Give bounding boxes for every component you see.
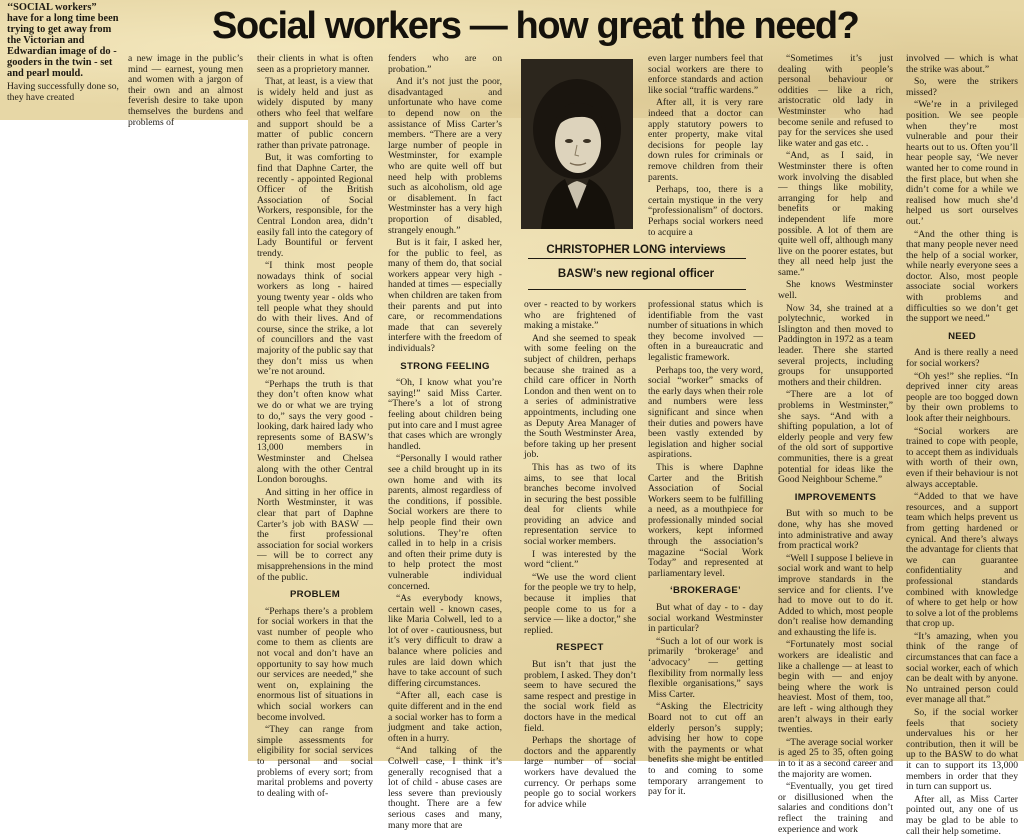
- paragraph: fenders who are on probation.”: [388, 53, 502, 75]
- subhead-strong-feeling: STRONG FEELING: [400, 360, 490, 372]
- paragraph: “They can range from simple assessments for eligibility for social services to personal and social problems of every sort; from marital problems and poverty to dealing with of-: [257, 724, 373, 799]
- paragraph: “Oh yes!” she replies. “In deprived inner city areas people are too bogged down by their own problems to look after their neighbours.: [906, 370, 1018, 424]
- paragraph: But with so much to be done, why has she moved into administrative and away from practical work?: [778, 508, 893, 552]
- paragraph: “Fortunately most social workers are idealistic and like a challenge — at least to begin with — and enjoy being where the work is heaviest. Most of them, too, are left - wing although they aren’t always in their early twenties.: [778, 639, 893, 736]
- byline-author: CHRISTOPHER LONG interviews: [546, 244, 726, 256]
- byline-rule-top: [528, 258, 746, 259]
- paragraph: But what of day - to - day social workand Westminster in particular?: [648, 602, 763, 635]
- paragraph: And is there really a need for social workers?: [906, 347, 1018, 370]
- paragraph: “Social workers are trained to cope with people, to accept them as individuals with worth of their own, even if their behaviour is not always acceptable.: [906, 425, 1018, 490]
- paragraph: “We’re in a privileged position. We see people when they’re most vulnerable and pour their hearts out to us. Often you’ll hear people say, ‘We never wanted her to come round in the first place, but when she didn’t come for a while we realised how much she’d helped us sort ourselves out.’: [906, 99, 1018, 227]
- paragraph: And she seemed to speak with some feeling on the subject of children, perhaps because she trained as a child care officer in North London and then went on to a series of administrative appointments, including one as Deputy Area Manager of the South Westminster Area, before taking up her present job.: [524, 332, 636, 461]
- column-6-top: [648, 53, 763, 238]
- paragraph: Perhaps, too, there is a certain mystique in the very “professionalism” of doctors. Perhaps social workers need to acquire a: [648, 184, 763, 238]
- subhead-improvements: IMPROVEMENTS: [794, 491, 877, 503]
- paragraph: That, at least, is a view that is widely held and just as widely disputed by many others who feel that welfare and support should be a matter of public concern rather than private patronage.: [257, 76, 373, 151]
- intro-paragraph: ‘‘SOCIAL workers” have for a long time been trying to get away from the Victorian and Edwardian image of do - gooders in the twin - set and pearl mould.: [7, 2, 119, 79]
- headline: Social workers — how great the need?: [212, 5, 859, 47]
- paragraph: Perhaps the shortage of doctors and the apparently large number of social workers have devalued the currency. Or perhaps some people go to social workers for advice while: [524, 735, 636, 810]
- paragraph: “Personally I would rather see a child brought up in its own home and with its parents, almost regardless of the conditions, if possible. Social workers are there to help people find their own solutions. They’re often called in to help in a crisis and often their prime duty is to help protect the most vulnerable individual concerned.: [388, 453, 502, 592]
- column-6: [648, 299, 763, 798]
- column-7: [778, 53, 893, 835]
- paragraph: This is where Daphne Carter and the British Association of Social Workers seem to be fulfilling a need, as a mouthpiece for professionally minded social workers, kept informed through the association’s magazine “Social Work Today” and represented at parliamentary level.: [648, 461, 763, 579]
- paragraph: But isn’t that just the problem, I asked. They don’t seem to have secured the same respect and prestige in the social work field as doctors have in the medical field.: [524, 659, 636, 734]
- paragraph: But, it was comforting to find that Daphne Carter, the recently - appointed Regional Officer of the British Association of Social Workers, responsible, for the Central London area, didn’t easily fall into the category of Lady Bountiful or fervent trendy.: [257, 152, 373, 259]
- column-2: [128, 53, 243, 128]
- column-3: [257, 53, 373, 799]
- subhead-need: NEED: [948, 330, 976, 342]
- paragraph: Perhaps too, the very word, social “worker” smacks of the early days when their role and numbers were less significant and since when their duties and powers have been vastly extended by legislation and higher social aspirations.: [648, 364, 763, 461]
- subhead-brokerage: ‘BROKERAGE’: [670, 585, 741, 597]
- portrait-image: [521, 59, 633, 229]
- paragraph: “Asking the Electricity Board not to cut off an elderly person’s supply; advising her how to cope with the payments or what benefits she might be entitled to and coming to some temporary arrangement to pay for it.: [648, 701, 763, 798]
- paragraph: a new image in the public’s mind — earnest, young men and women with a jargon of their own and an almost feverish desire to take upon themselves the burdens and problems of: [128, 53, 243, 128]
- paragraph: But is it fair, I asked her, for the public to feel, as many of them do, that social workers appear very high - handed at times — especially when children are taken from their parents and put into care, or recommendations made that can severely interfere with the freedom of individuals?: [388, 237, 502, 355]
- paragraph: “And, as I said, in Westminster there is often work involving the disabled — things like mobility, arranging for help and benefits or making independent life more possible. A lot of them are quite well off, although many live on the poorer estates, but they all need help just the same.”: [778, 150, 893, 278]
- paragraph: “Such a lot of our work is primarily ‘brokerage’ and ‘advocacy’ — getting flexibility from normally less flexible organisations,” says Miss Carter.: [648, 635, 763, 700]
- paragraph: over - reacted to by workers who are frightened of making a mistake.”: [524, 299, 636, 332]
- paragraph: “Oh, I know what you’re saying!” said Miss Carter. “There’s a lot of strong feeling about children being put into care and I must agree that cases which are wrongly handled.: [388, 377, 503, 452]
- paragraph: “After all, each case is quite different and in the end a social worker has to form a judgment and take action, often in a hurry.: [388, 690, 502, 744]
- paragraph: “I think most people nowadays think of social workers as long - haired young twenty year - olds who tell people what they should do with their lives. And of course, since the strike, a lot of councillors and the vast majority of the public say that they don’t miss us when we’re not around.: [257, 260, 373, 378]
- paragraph: even larger numbers feel that social workers are there to enforce standards and action like social “traffic wardens.”: [648, 53, 763, 96]
- paragraph: “As everybody knows, certain well - known cases, like Maria Colwell, led to a lot of over - cautiousness, but it’s very difficult to draw a balance where policies and rules are laid down which have to take account of such differing circumstances.: [388, 593, 502, 689]
- column-1: [7, 2, 119, 108]
- paragraph: Having successfully done so, they have created: [7, 81, 119, 103]
- paragraph: Now 34, she trained at a polytechnic, worked in Islington and then moved to Paddington in 1972 as a team leader. There she started several projects, including groups for unsupported mothers and their children.: [778, 302, 893, 388]
- paragraph: So, if the social worker feels that society undervalues his or her contribution, then it will be up to the BASW to do what it can to support its 13,000 members in order that they in turn can support us.: [906, 707, 1018, 793]
- byline-subject: BASW’s new regional officer: [557, 268, 715, 280]
- paragraph: After all, as Miss Carter pointed out, any one of us may be glad to be able to call their help sometime.: [906, 793, 1018, 837]
- paragraph: After all, it is very rare indeed that a doctor can apply statutory powers to enter property, make vital decisions for people lay down rules for criminals or remove children from their parents.: [648, 97, 763, 183]
- column-8: [906, 53, 1018, 837]
- paragraph: “We use the word client for the people we try to help, because it implies that people come to us for a service — like a doctor,” she replied.: [524, 571, 636, 636]
- paragraph: “And talking of the Colwell case, I think it’s generally recognised that a lot of child - abuse cases are less severe than previously thought. There are a few serious cases and many, many more that are: [388, 745, 502, 831]
- paragraph: So, were the strikers missed?: [906, 76, 1018, 98]
- paragraph: And it’s not just the poor, disadvantaged and unfortunate who have come to depend now on the assistance of Miss Carter’s members. “There are a very large number of people in Westminster, for example who are quite well off but need help with problems such as alcoholism, old age or disablement. In fact Westminster has a very high proportion of disabled, strangely enough.”: [388, 76, 502, 236]
- paragraph: professional status which is identifiable from the vast number of situations in which they become involved — often in a bureaucratic and legalistic framework.: [648, 299, 763, 363]
- paragraph: She knows Westminster well.: [778, 279, 893, 302]
- paragraph: “And the other thing is that many people never need the help of a social worker, while nearly everyone sees a doctor. Also, most people associate social workers with problems and difficulties so we don’t get the support we need.”: [906, 228, 1018, 325]
- subhead-respect: RESPECT: [556, 642, 604, 654]
- column-5: [524, 299, 636, 810]
- paragraph: “It’s amazing, when you think of the range of circumstances that can face a social worker, each of which can be dealt with by anyone. No untrained person could ever manage all that.”: [906, 630, 1018, 706]
- portrait-photo: [521, 59, 633, 229]
- paragraph: This has as two of its aims, to see that local branches become involved in securing the best possible deal for clients while providing an advice and representation service to social worker members.: [524, 461, 636, 548]
- paragraph: “Perhaps the truth is that they don’t often know what we do or what we are trying to do,” says the very good - looking, dark haired lady who represents some of BASW’s 13,000 members in Westminster and Chelsea along with the other Central London boroughs.: [257, 378, 373, 486]
- paragraph: “There are a lot of problems in Westminster,” she says. “And with a shifting population, a lot of elderly people and very few of the old sort of supportive communities, there is a great potential for ideas like the Good Neighbour Scheme.”: [778, 389, 893, 486]
- paragraph: And sitting in her office in North Westminster, it was clear that part of Daphne Carter’s job with BASW — the first professional association for social workers — will be to correct any misapprehensions in the mind of the public.: [257, 486, 373, 583]
- paragraph: involved — which is what the strike was about.”: [906, 53, 1018, 75]
- paragraph: their clients in what is often seen as a proprietory manner.: [257, 53, 373, 75]
- column-4: [388, 53, 503, 831]
- paragraph: “Eventually, you get tired or disillusioned when the salaries and conditions don’t reflect the training and experience and work: [778, 781, 893, 835]
- paragraph: “Perhaps there’s a problem for social workers in that the vast number of people who come to them as clients are not vocal and don’t have an opportunity to say how much our services are needed,” she went on, explaining the enormous list of situations in which social workers can become involved.: [257, 605, 373, 723]
- paragraph: “The average social worker is aged 25 to 35, often going in to it as a second career and the majority are women.: [778, 736, 893, 780]
- paragraph: “Sometimes it’s just dealing with people’s personal behaviour or oddities — like a rich, aristocratic old lady in Westminster who had become senile and refused to pay for the services she used like water and gas etc. .: [778, 53, 893, 149]
- byline-rule-bottom: [528, 289, 746, 290]
- byline: [521, 243, 751, 281]
- paragraph: “Added to that we have resources, and a support team which helps prevent us from getting hardened or cynical. And there’s always the advantage for clients that we can guarantee confidentiality and professional standards combined with knowledge of where to get help or how to solve a lot of the problems that crop up.: [906, 491, 1018, 630]
- paragraph: “Well I suppose I believe in social work and want to help improve standards in the service and for clients. I’ve had to move out to do it. Added to which, most people don’t realise how demanding and exhausting the life is.: [778, 552, 893, 638]
- subhead-problem: PROBLEM: [289, 589, 341, 601]
- paragraph: I was interested by the word “client.”: [524, 548, 636, 571]
